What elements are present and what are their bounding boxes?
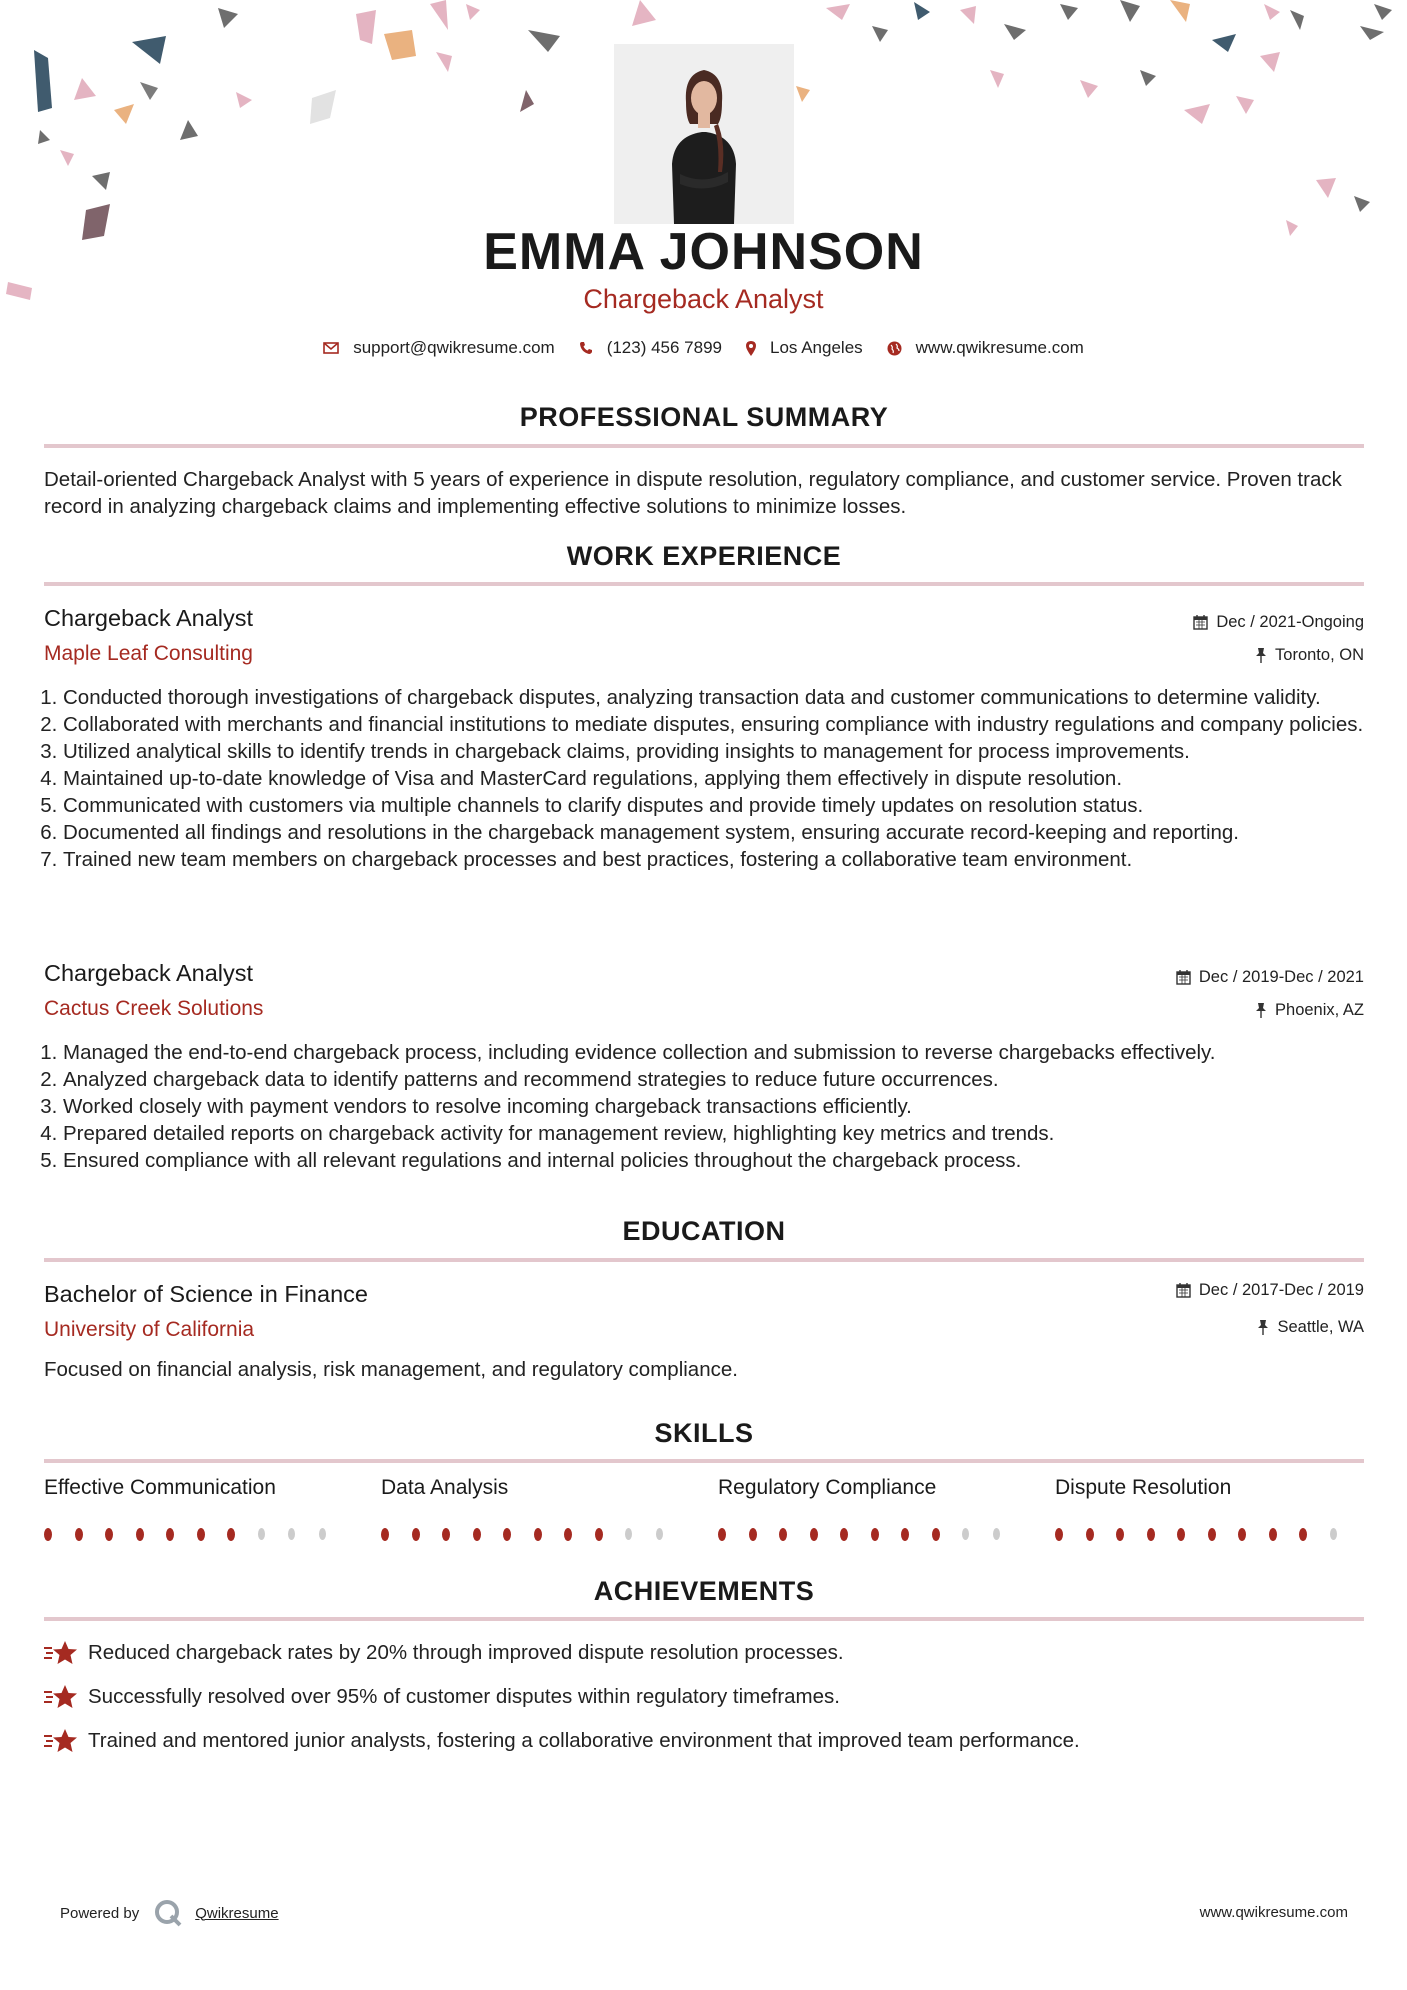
candidate-name: EMMA JOHNSON bbox=[483, 223, 924, 281]
rating-dot bbox=[381, 1528, 389, 1541]
rating-dot bbox=[718, 1528, 726, 1541]
rating-dot bbox=[1116, 1528, 1124, 1541]
job-bullets bbox=[44, 1039, 1383, 1174]
rating-dot bbox=[901, 1528, 909, 1541]
star-icon bbox=[44, 1728, 78, 1754]
profile-photo bbox=[614, 44, 794, 224]
rating-dot bbox=[1086, 1528, 1094, 1541]
skill-name: Regulatory Compliance bbox=[718, 1476, 937, 1499]
rating-dot bbox=[503, 1528, 511, 1541]
job-dates-text: Dec / 2019-Dec / 2021 bbox=[1198, 968, 1364, 986]
summary-heading: PROFESSIONAL SUMMARY bbox=[519, 402, 889, 432]
achievements-heading: ACHIEVEMENTS bbox=[593, 1576, 815, 1606]
education-location bbox=[1257, 1318, 1364, 1337]
list-item: 6. Documented all findings and resolutions in the chargeback management system, ensuring accurate record-keeping and reporting. bbox=[63, 819, 1383, 846]
job-dates bbox=[1193, 613, 1364, 632]
job-company: Maple Leaf Consulting bbox=[44, 642, 253, 665]
email-text: support@qwikresume.com bbox=[353, 338, 555, 357]
star-icon bbox=[44, 1684, 78, 1710]
rating-dot bbox=[962, 1528, 969, 1540]
pushpin-icon bbox=[1255, 1003, 1267, 1018]
rating-dot bbox=[564, 1528, 572, 1541]
phone-text: (123) 456 7899 bbox=[606, 338, 723, 357]
envelope-icon bbox=[323, 342, 339, 354]
rating-dot bbox=[1330, 1528, 1337, 1540]
skill-name: Dispute Resolution bbox=[1055, 1476, 1232, 1499]
skills-divider bbox=[44, 1459, 1364, 1463]
rating-dot bbox=[442, 1528, 450, 1541]
rating-dot bbox=[44, 1528, 52, 1541]
list-item: 3. Utilized analytical skills to identify trends in chargeback claims, providing insights to management for process improvements. bbox=[63, 738, 1383, 765]
achievement-item bbox=[44, 1728, 1080, 1754]
job-location-text: Toronto, ON bbox=[1275, 646, 1364, 664]
list-item: 3. Worked closely with payment vendors to resolve incoming chargeback transactions efficiently. bbox=[63, 1093, 1383, 1120]
job-location-text: Phoenix, AZ bbox=[1275, 1001, 1364, 1019]
footer-website[interactable]: www.qwikresume.com bbox=[1199, 1904, 1348, 1921]
job-company: Cactus Creek Solutions bbox=[44, 997, 264, 1020]
rating-dot bbox=[1299, 1528, 1307, 1541]
rating-dot bbox=[105, 1528, 113, 1541]
location-text: Los Angeles bbox=[770, 338, 863, 357]
job-bullets bbox=[44, 684, 1383, 873]
skills-grid bbox=[44, 1476, 1384, 1556]
map-pin-icon bbox=[746, 341, 756, 356]
education-description: Focused on financial analysis, risk management, and regulatory compliance. bbox=[44, 1358, 738, 1381]
degree-title: Bachelor of Science in Finance bbox=[44, 1281, 368, 1307]
rating-dot bbox=[197, 1528, 205, 1541]
rating-dot bbox=[1238, 1528, 1246, 1541]
rating-dot bbox=[1269, 1528, 1277, 1541]
summary-text: Detail-oriented Chargeback Analyst with 5 years of experience in dispute resolution, regulatory compliance, and customer service. Proven track record in analyzing chargeback claims and implementing effective solutions to minimize losses. bbox=[44, 468, 1342, 518]
list-item: 4. Prepared detailed reports on chargeback activity for management review, highlighting key metrics and trends. bbox=[63, 1120, 1383, 1147]
rating-dot bbox=[412, 1528, 420, 1541]
job-location bbox=[1255, 646, 1364, 665]
rating-dot bbox=[288, 1528, 295, 1540]
rating-dot bbox=[932, 1528, 940, 1541]
rating-dot bbox=[625, 1528, 632, 1540]
list-item: 2. Collaborated with merchants and financial institutions to mediate disputes, ensuring compliance with industry regulations and company policies. bbox=[63, 711, 1383, 738]
achievement-text: Trained and mentored junior analysts, fostering a collaborative environment that improved team performance. bbox=[88, 1729, 1080, 1752]
pushpin-icon bbox=[1257, 1320, 1269, 1335]
job-dates bbox=[1176, 968, 1364, 987]
calendar-icon bbox=[1193, 615, 1208, 630]
rating-dot bbox=[227, 1528, 235, 1541]
rating-dot bbox=[534, 1528, 542, 1541]
contact-website[interactable] bbox=[887, 338, 1084, 358]
rating-dot bbox=[319, 1528, 326, 1540]
contact-location bbox=[746, 338, 863, 358]
education-location-text: Seattle, WA bbox=[1277, 1318, 1364, 1336]
education-dates bbox=[1176, 1281, 1364, 1300]
star-icon bbox=[44, 1640, 78, 1666]
achievement-text: Reduced chargeback rates by 20% through improved dispute resolution processes. bbox=[88, 1641, 844, 1664]
calendar-icon bbox=[1176, 970, 1191, 985]
list-item: 7. Trained new team members on chargeback processes and best practices, fostering a collaborative team environment. bbox=[63, 846, 1383, 873]
calendar-icon bbox=[1176, 1283, 1191, 1298]
achievement-text: Successfully resolved over 95% of customer disputes within regulatory timeframes. bbox=[88, 1685, 840, 1708]
job-title: Chargeback Analyst bbox=[44, 960, 254, 986]
list-item: 5. Communicated with customers via multiple channels to clarify disputes and provide timely updates on resolution status. bbox=[63, 792, 1383, 819]
experience-divider bbox=[44, 582, 1364, 586]
candidate-role: Chargeback Analyst bbox=[583, 284, 824, 314]
education-divider bbox=[44, 1258, 1364, 1262]
skill-name: Effective Communication bbox=[44, 1476, 276, 1499]
job-location bbox=[1255, 1001, 1364, 1020]
skill-item bbox=[44, 1476, 344, 1500]
contact-phone[interactable] bbox=[579, 338, 722, 358]
rating-dot bbox=[136, 1528, 144, 1541]
rating-dot bbox=[473, 1528, 481, 1541]
skill-item bbox=[1055, 1476, 1355, 1500]
rating-dot bbox=[595, 1528, 603, 1541]
achievement-item bbox=[44, 1684, 840, 1710]
qwikresume-link[interactable]: Qwikresume bbox=[195, 1904, 279, 1922]
rating-dot bbox=[75, 1528, 83, 1541]
list-item: 4. Maintained up-to-date knowledge of Visa and MasterCard regulations, applying them effectively in dispute resolution. bbox=[63, 765, 1383, 792]
rating-dot bbox=[749, 1528, 757, 1541]
list-item: 2. Analyzed chargeback data to identify patterns and recommend strategies to reduce future occurrences. bbox=[63, 1066, 1383, 1093]
list-item: 1. Managed the end-to-end chargeback process, including evidence collection and submission to reverse chargebacks effectively. bbox=[63, 1039, 1383, 1066]
rating-dot bbox=[779, 1528, 787, 1541]
rating-dot bbox=[871, 1528, 879, 1541]
list-item: 1. Conducted thorough investigations of chargeback disputes, analyzing transaction data and customer communications to determine validity. bbox=[63, 684, 1383, 711]
summary-divider bbox=[44, 444, 1364, 448]
qwikresume-logo-icon bbox=[153, 1898, 183, 1928]
rating-dot bbox=[840, 1528, 848, 1541]
pushpin-icon bbox=[1255, 648, 1267, 663]
skill-name: Data Analysis bbox=[381, 1476, 509, 1499]
rating-dot bbox=[810, 1528, 818, 1541]
rating-dot bbox=[258, 1528, 265, 1540]
rating-dot bbox=[1177, 1528, 1185, 1541]
job-title: Chargeback Analyst bbox=[44, 605, 254, 631]
education-dates-text: Dec / 2017-Dec / 2019 bbox=[1198, 1281, 1364, 1299]
education-heading: EDUCATION bbox=[622, 1216, 786, 1246]
website-text: www.qwikresume.com bbox=[915, 338, 1084, 357]
footer-powered-by bbox=[60, 1898, 279, 1928]
globe-icon bbox=[887, 341, 902, 356]
achievement-item bbox=[44, 1640, 844, 1666]
job-dates-text: Dec / 2021-Ongoing bbox=[1216, 613, 1364, 631]
rating-dot bbox=[1147, 1528, 1155, 1541]
contact-bar bbox=[0, 338, 1407, 358]
list-item: 5. Ensured compliance with all relevant regulations and internal policies throughout the chargeback process. bbox=[63, 1147, 1383, 1174]
rating-dot bbox=[1055, 1528, 1063, 1541]
experience-heading: WORK EXPERIENCE bbox=[566, 541, 842, 571]
achievements-divider bbox=[44, 1617, 1364, 1621]
skill-item bbox=[718, 1476, 1018, 1500]
rating-dot bbox=[166, 1528, 174, 1541]
skill-item bbox=[381, 1476, 681, 1500]
phone-icon bbox=[579, 341, 593, 355]
powered-by-label: Powered by bbox=[60, 1904, 140, 1922]
rating-dot bbox=[656, 1528, 663, 1540]
rating-dot bbox=[1208, 1528, 1216, 1541]
rating-dot bbox=[993, 1528, 1000, 1540]
skills-heading: SKILLS bbox=[654, 1418, 754, 1448]
contact-email[interactable] bbox=[323, 338, 555, 358]
school-name: University of California bbox=[44, 1318, 255, 1341]
